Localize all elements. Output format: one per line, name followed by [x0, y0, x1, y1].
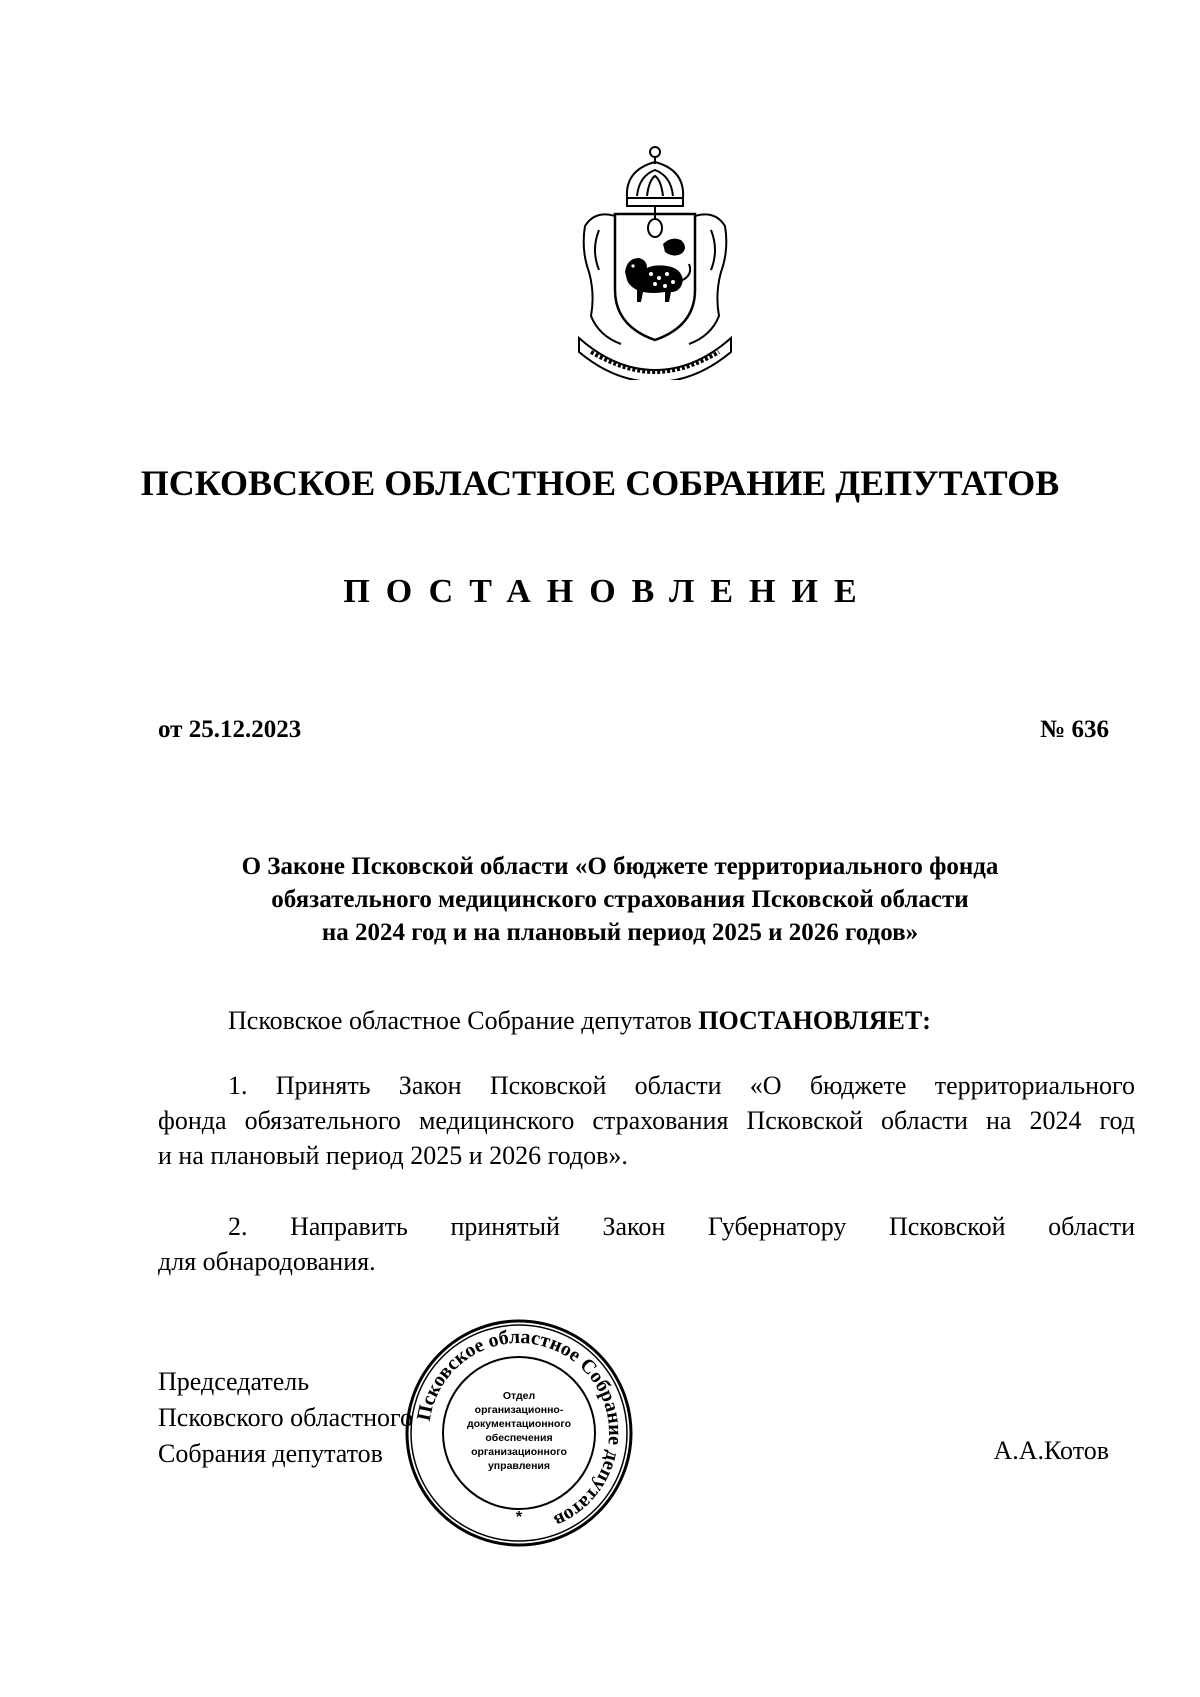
coat-of-arms-icon — [555, 140, 755, 380]
paragraph-2 — [158, 1209, 1135, 1279]
stamp-center-line: организационно- — [474, 1404, 564, 1416]
stamp-center-line: обеспечения — [485, 1432, 553, 1444]
paragraph-line: и на плановый период 2025 и 2026 годов». — [158, 1141, 628, 1170]
signer-position — [158, 1364, 413, 1472]
signer-position-line: Псковского областного — [158, 1403, 414, 1432]
document-number: № 636 — [1040, 716, 1109, 743]
stamp-star: * — [515, 1509, 523, 1526]
signer-position-line: Председатель — [158, 1367, 310, 1396]
subject-line: О Законе Псковской области «О бюджете территориального фонда — [241, 853, 999, 880]
paragraph-line: фонда обязательного медицинского страхования Псковской области на 2024 год — [158, 1106, 1135, 1135]
organization-title: ПСКОВСКОЕ ОБЛАСТНОЕ СОБРАНИЕ ДЕПУТАТОВ — [140, 463, 1060, 503]
signer-name: А.А.Котов — [993, 1436, 1109, 1465]
preamble — [228, 1006, 931, 1036]
document-type: ПОСТАНОВЛЕНИЕ — [343, 573, 873, 610]
paragraph-line: 2. Направить принятый Закон Губернатору Псковской области — [228, 1212, 1135, 1241]
stamp-center-line: Отдел — [502, 1390, 536, 1402]
decision-word: ПОСТАНОВЛЯЕТ: — [698, 1006, 931, 1035]
subject-line: на 2024 год и на плановый период 2025 и 2026 годов» — [321, 919, 919, 946]
document-subject — [160, 850, 1080, 949]
stamp-ring-text: Псковское областное Собрание депутатов — [412, 1325, 627, 1533]
preamble-text: Псковское областное Собрание депутатов — [228, 1006, 699, 1035]
paragraph-line: для обнародования. — [158, 1247, 376, 1276]
signer-position-line: Собрания депутатов — [158, 1439, 383, 1468]
document-date: от 25.12.2023 — [158, 716, 302, 743]
paragraph-1 — [158, 1068, 1135, 1173]
stamp-center-line: организационного — [471, 1446, 567, 1458]
stamp-center-line: документационного — [466, 1418, 572, 1430]
subject-line: обязательного медицинского страхования Псковской области — [271, 886, 969, 913]
stamp-center-line: управления — [487, 1460, 551, 1472]
paragraph-line: 1. Принять Закон Псковской области «О бюджете территориального — [228, 1071, 1135, 1100]
official-stamp-icon — [403, 1317, 635, 1549]
